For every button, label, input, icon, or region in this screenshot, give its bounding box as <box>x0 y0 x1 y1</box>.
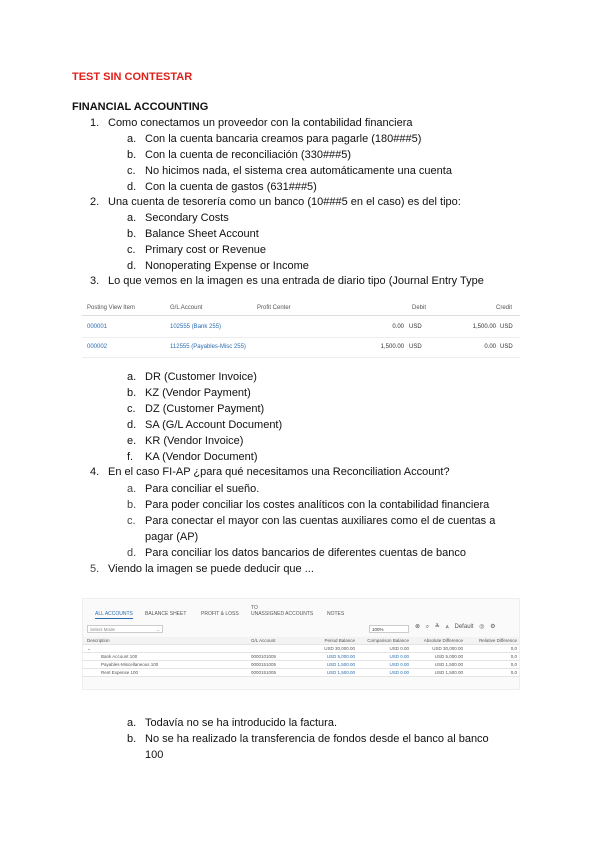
option-text: Para conciliar el sueño. <box>145 483 260 495</box>
option-letter: a. <box>127 133 137 145</box>
col-period-balance: Period Balance <box>324 638 355 643</box>
q3-option-a <box>127 371 257 383</box>
option-letter: b. <box>127 149 137 161</box>
settings-icon[interactable]: ⊗ <box>415 624 421 630</box>
q1-option-d <box>127 181 317 193</box>
table-row <box>83 653 519 661</box>
q4-option-b <box>127 499 489 511</box>
question-number: 4. <box>90 466 100 478</box>
option-text: SA (G/L Account Document) <box>145 419 283 431</box>
option-text: No hicimos nada, el sistema crea automáticamente una cuenta <box>145 165 452 177</box>
col-comparison-balance: Comparison Balance <box>367 638 409 643</box>
q2-option-b <box>127 228 259 240</box>
q2-option-d <box>127 260 309 272</box>
question-2 <box>90 196 461 208</box>
debit-currency: USD <box>409 344 422 350</box>
option-text: Todavía no se ha introducido la factura. <box>145 717 338 729</box>
absolute-difference: USD 1,500.00 <box>434 662 463 667</box>
option-text: Primary cost or Revenue <box>145 244 267 256</box>
option-text: Con la cuenta bancaria creamos para pagarle (180###5) <box>145 133 422 145</box>
option-text: DZ (Customer Payment) <box>145 403 265 415</box>
question-number: 3. <box>90 275 100 287</box>
option-letter: c. <box>127 515 136 527</box>
relative-difference: 0,0 <box>510 670 517 675</box>
q1-option-b <box>127 149 351 161</box>
search-icon[interactable]: ⌕ <box>425 624 430 630</box>
tab-notes[interactable]: NOTES <box>327 611 345 617</box>
debit-amount: 0.00 <box>392 324 404 330</box>
grid-header <box>83 637 519 645</box>
option-letter: d. <box>127 181 137 193</box>
option-letter: a. <box>127 483 137 495</box>
question-text: Viendo la imagen se puede deducir que ... <box>108 563 314 575</box>
tab-unassigned-accounts[interactable] <box>251 605 314 617</box>
q4-option-a <box>127 483 259 495</box>
debit-amount: 1,500.00 <box>380 344 404 350</box>
credit-currency: USD <box>500 344 513 350</box>
journal-entry-table <box>82 296 520 360</box>
option-text: KR (Vendor Invoice) <box>145 435 244 447</box>
question-number: 2. <box>90 196 100 208</box>
zoom-input[interactable]: 100% <box>369 625 409 633</box>
option-letter: a. <box>127 717 137 729</box>
q4-option-c <box>127 515 495 527</box>
option-letter: a. <box>127 371 137 383</box>
relative-difference: 0,0 <box>510 662 517 667</box>
q1-option-a <box>127 133 421 145</box>
q3-option-b <box>127 387 251 399</box>
question-3 <box>90 275 484 287</box>
row-description: Rent Expense 100 <box>101 670 139 675</box>
tab-balance-sheet[interactable]: BALANCE SHEET <box>145 611 187 617</box>
item-link[interactable]: 000001 <box>87 324 108 330</box>
option-text: Nonoperating Expense or Income <box>145 260 309 272</box>
q5-option-a <box>127 717 337 729</box>
row-description: Bank Account 100 <box>101 654 138 659</box>
q1-option-c <box>127 165 452 177</box>
debit-currency: USD <box>409 324 422 330</box>
option-text: Con la cuenta de gastos (631###5) <box>145 181 317 193</box>
chevron-down-icon: ⌄ <box>156 627 160 632</box>
account-balances-panel <box>82 598 520 690</box>
row-gl-account: 0000151005 <box>251 662 277 667</box>
col-profit-center: Profit Center <box>257 305 291 311</box>
variant-default[interactable]: Default <box>454 624 474 630</box>
option-text: Para poder conciliar los costes analíticos con la contabilidad financiera <box>145 499 490 511</box>
option-text: Secondary Costs <box>145 212 229 224</box>
tab-profit-loss[interactable]: PROFIT & LOSS <box>201 611 239 617</box>
question-5 <box>90 563 314 575</box>
option-text: Con la cuenta de reconciliación (330###5) <box>145 149 352 161</box>
balances-grid <box>83 637 519 677</box>
q3-option-f <box>127 451 258 463</box>
gl-account-link[interactable]: 102555 (Bank 255) <box>170 324 222 330</box>
comparison-balance-link[interactable]: USD 0.00 <box>389 662 409 667</box>
table-row <box>82 340 520 358</box>
credit-currency: USD <box>500 324 513 330</box>
option-letter: c. <box>127 403 136 415</box>
tab-label: UNASSIGNED ACCOUNTS <box>251 611 314 617</box>
option-letter: c. <box>127 165 136 177</box>
option-text: Para conciliar los datos bancarios de diferentes cuentas de banco <box>145 547 467 559</box>
option-letter: b. <box>127 499 137 511</box>
q3-option-d <box>127 419 282 431</box>
gl-account-link[interactable]: 112555 (Payables-Misc 255) <box>170 344 246 350</box>
option-letter: a. <box>127 212 137 224</box>
question-text: En el caso FI-AP ¿para qué necesitamos una Reconciliation Account? <box>108 466 450 478</box>
relative-difference: 0,0 <box>510 654 517 659</box>
tab-all-accounts[interactable]: ALL ACCOUNTS <box>95 611 133 617</box>
tab-bar <box>95 605 509 623</box>
option-text: KA (Vendor Document) <box>145 451 258 463</box>
period-balance-link[interactable]: USD 1,500.00 <box>326 662 355 667</box>
comparison-balance: USD 0.00 <box>389 646 409 651</box>
period-balance-link[interactable]: USD 5,000.00 <box>326 654 355 659</box>
option-letter: d. <box>127 547 137 559</box>
q4-option-c-continued: pagar (AP) <box>145 531 199 543</box>
q2-option-a <box>127 212 229 224</box>
total-row <box>83 645 519 653</box>
col-relative-difference: Relative Difference <box>479 638 517 643</box>
test-status: TEST SIN CONTESTAR <box>72 71 193 83</box>
col-credit: Credit <box>496 305 513 311</box>
question-text: Como conectamos un proveedor con la contabilidad financiera <box>108 117 413 129</box>
item-link[interactable]: 000002 <box>87 344 108 350</box>
question-text: Lo que vemos en la imagen es una entrada de diario tipo (Journal Entry Type <box>108 275 484 287</box>
col-absolute-difference: Absolute Difference <box>423 638 463 643</box>
option-text: KZ (Vendor Payment) <box>145 387 251 399</box>
toolbar <box>415 623 500 631</box>
variant-dropdown-icon[interactable]: ◎ <box>479 624 485 630</box>
comparison-balance-link[interactable]: USD 0.00 <box>389 654 409 659</box>
option-letter: f. <box>127 451 134 463</box>
option-letter: b. <box>127 733 137 745</box>
option-text: Balance Sheet Account <box>145 228 259 240</box>
gear-icon[interactable]: ⚙ <box>490 624 496 630</box>
absolute-difference: USD 5,000.00 <box>434 654 463 659</box>
tab-subtitle: TO <box>251 605 258 611</box>
col-description: Description <box>87 638 110 643</box>
collapse-icon[interactable]: ≚ <box>434 624 440 630</box>
row-gl-account: 0000101005 <box>251 654 277 659</box>
question-number: 1. <box>90 117 100 129</box>
credit-amount: 1,500.00 <box>472 324 496 330</box>
option-letter: e. <box>127 435 137 447</box>
option-letter: b. <box>127 387 137 399</box>
row-gl-account: 0000151005 <box>251 670 277 675</box>
q5-option-b <box>127 733 489 745</box>
question-1 <box>90 117 413 129</box>
mode-select[interactable] <box>87 625 163 633</box>
question-number: 5. <box>90 563 100 575</box>
col-gl-account: G/L Account <box>170 305 203 311</box>
option-text: No se ha realizado la transferencia de fondos desde el banco al banco <box>145 733 489 745</box>
question-text: Una cuenta de tesorería como un banco (10###5 en el caso) es del tipo: <box>108 196 461 208</box>
q5-option-b-continued: 100 <box>145 749 164 761</box>
q3-option-e <box>127 435 243 447</box>
option-text: Para conectar el mayor con las cuentas auxiliares como el de cuentas a <box>145 515 496 527</box>
table-header <box>82 304 520 316</box>
section-title: FINANCIAL ACCOUNTING <box>72 101 209 113</box>
row-description: Payables-Miscellaneous 100 <box>101 662 159 667</box>
absolute-difference: USD 30,000.00 <box>432 646 463 651</box>
period-balance-link[interactable]: USD 1,500.00 <box>326 670 355 675</box>
table-row <box>82 320 520 338</box>
select-placeholder: Select Mode <box>90 627 116 632</box>
period-balance: USD 30,000.00 <box>324 646 355 651</box>
option-text: DR (Customer Invoice) <box>145 371 257 383</box>
col-posting-view-item: Posting View Item <box>87 305 135 311</box>
table-row <box>83 669 519 677</box>
option-letter: d. <box>127 419 137 431</box>
option-letter: c. <box>127 244 136 256</box>
option-letter: d. <box>127 260 137 272</box>
comparison-balance-link[interactable]: USD 0.00 <box>389 670 409 675</box>
relative-difference: 0,0 <box>510 646 517 651</box>
q2-option-c <box>127 244 266 256</box>
absolute-difference: USD 1,500.00 <box>434 670 463 675</box>
expand-row-icon[interactable]: ⌄ <box>87 646 91 651</box>
col-gl-account: G/L Account <box>251 638 276 643</box>
q3-option-c <box>127 403 264 415</box>
option-letter: b. <box>127 228 137 240</box>
question-4 <box>90 466 450 478</box>
expand-icon[interactable]: ⩓ <box>445 624 449 630</box>
credit-amount: 0.00 <box>484 344 496 350</box>
q4-option-d <box>127 547 466 559</box>
col-debit: Debit <box>412 305 427 311</box>
table-row <box>83 661 519 669</box>
